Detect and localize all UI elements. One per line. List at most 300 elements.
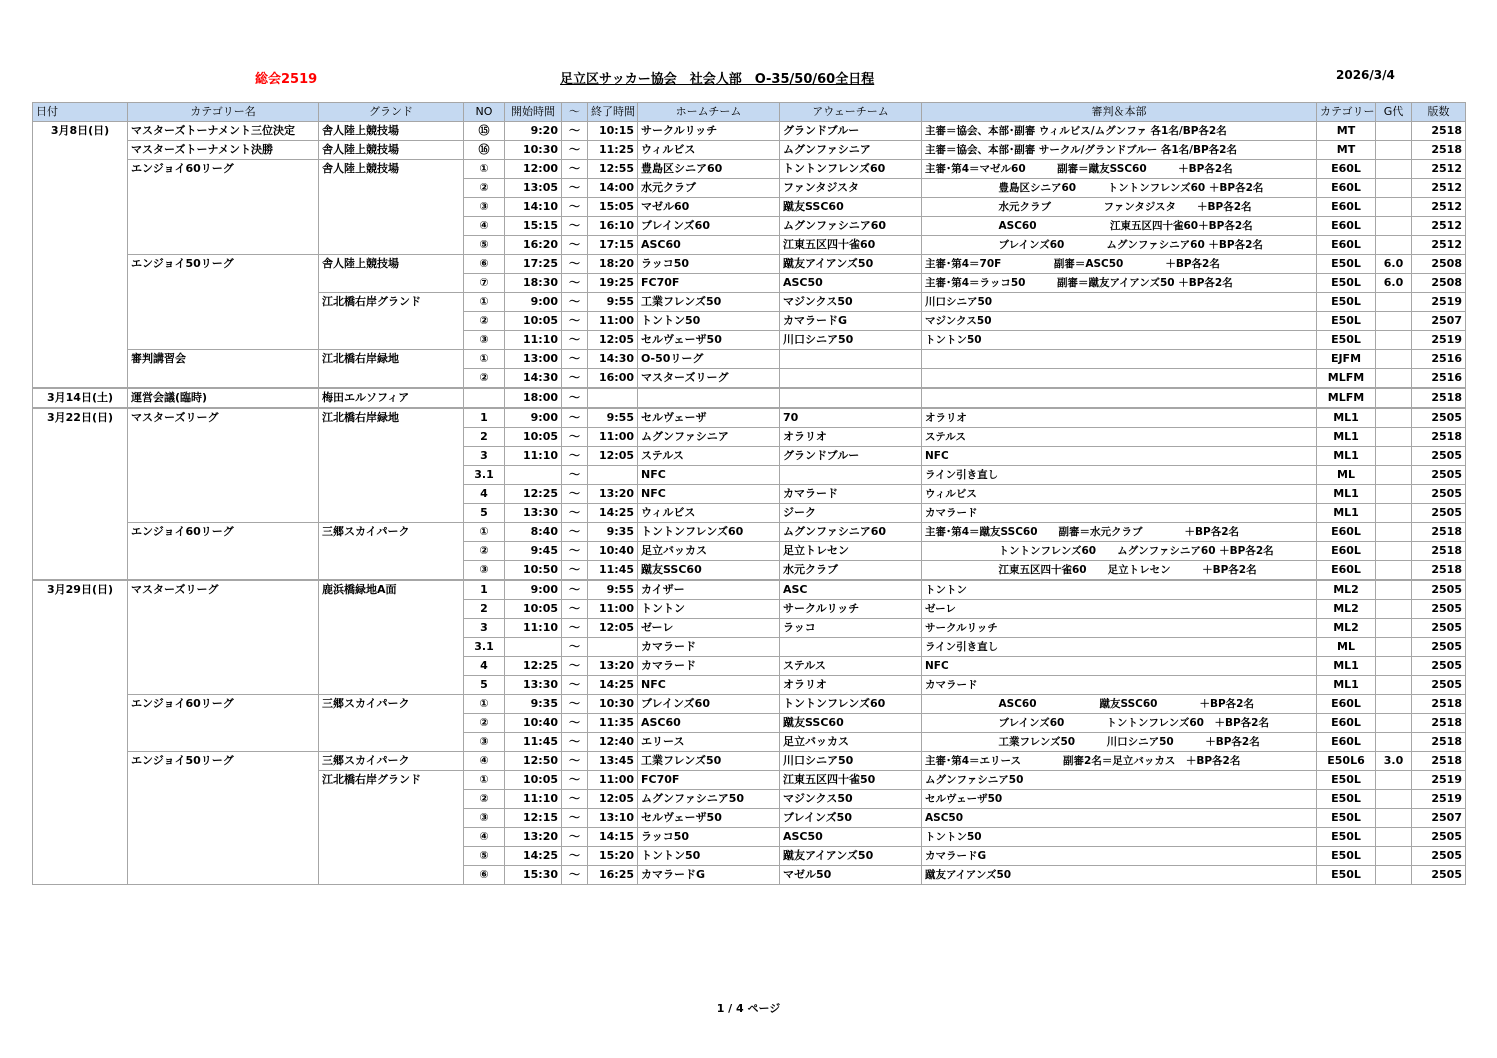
referee-assignment: 水元クラブ ファンタジスタ ＋BP各2名 — [922, 198, 1317, 217]
home-team: ラッコ50 — [638, 828, 780, 847]
referee-assignment: トントン50 — [922, 331, 1317, 350]
g-fee — [1376, 638, 1412, 657]
tilde-separator: ～ — [562, 828, 588, 847]
end-time: 12:05 — [588, 790, 638, 809]
table-row — [33, 408, 1466, 428]
category-code: ML1 — [1317, 657, 1376, 676]
category-code: E60L — [1317, 714, 1376, 733]
g-fee — [1376, 504, 1412, 523]
home-team: FC70F — [638, 771, 780, 790]
match-no: ⑯ — [464, 141, 505, 160]
end-time: 9:35 — [588, 523, 638, 542]
ground-cell: 三郷スカイパーク — [319, 752, 464, 771]
away-team: マゼル50 — [780, 866, 922, 885]
tilde-separator: ～ — [562, 695, 588, 714]
g-fee — [1376, 388, 1412, 408]
start-time: 10:05 — [505, 600, 562, 619]
match-no: ② — [464, 542, 505, 561]
end-time: 13:20 — [588, 485, 638, 504]
version-number: 2505 — [1412, 676, 1466, 695]
away-team: マジンクス50 — [780, 293, 922, 312]
category-code: EJFM — [1317, 350, 1376, 369]
tilde-separator: ～ — [562, 523, 588, 542]
g-fee — [1376, 657, 1412, 676]
g-fee — [1376, 828, 1412, 847]
home-team: トントン — [638, 600, 780, 619]
end-time: 17:15 — [588, 236, 638, 255]
match-no: ③ — [464, 561, 505, 581]
start-time: 11:10 — [505, 447, 562, 466]
version-number: 2505 — [1412, 408, 1466, 428]
home-team: ブレインズ60 — [638, 695, 780, 714]
tilde-separator: ～ — [562, 274, 588, 293]
match-no: ① — [464, 695, 505, 714]
home-team: ステルス — [638, 447, 780, 466]
away-team: グランドブルー — [780, 447, 922, 466]
start-time: 10:30 — [505, 141, 562, 160]
away-team: 川口シニア50 — [780, 331, 922, 350]
end-time: 10:40 — [588, 542, 638, 561]
g-fee — [1376, 523, 1412, 542]
category-code: ML — [1317, 638, 1376, 657]
version-number: 2518 — [1412, 388, 1466, 408]
away-team: 蹴友アイアンズ50 — [780, 255, 922, 274]
home-team: カマラード — [638, 657, 780, 676]
start-time: 10:05 — [505, 428, 562, 447]
home-team: ブレインズ60 — [638, 217, 780, 236]
end-time: 14:30 — [588, 350, 638, 369]
match-no: ① — [464, 160, 505, 179]
end-time: 12:05 — [588, 619, 638, 638]
referee-assignment: 主審＝協会、本部･副審 サークル/グランドブルー 各1名/BP各2名 — [922, 141, 1317, 160]
tilde-separator: ～ — [562, 485, 588, 504]
start-time: 10:05 — [505, 771, 562, 790]
version-number: 2518 — [1412, 752, 1466, 771]
away-team: マジンクス50 — [780, 790, 922, 809]
match-no: ② — [464, 790, 505, 809]
g-fee: 3.0 — [1376, 752, 1412, 771]
away-team: 蹴友SSC60 — [780, 714, 922, 733]
category-name-cell: エンジョイ60リーグ — [128, 695, 319, 752]
home-team: 豊島区シニア60 — [638, 160, 780, 179]
referee-assignment: 主審･第4＝マゼル60 副審＝蹴友SSC60 ＋BP各2名 — [922, 160, 1317, 179]
end-time: 19:25 — [588, 274, 638, 293]
g-fee — [1376, 561, 1412, 581]
start-time: 11:10 — [505, 331, 562, 350]
home-team: NFC — [638, 485, 780, 504]
match-no: ② — [464, 179, 505, 198]
start-time: 9:35 — [505, 695, 562, 714]
referee-assignment: カマラードG — [922, 847, 1317, 866]
g-fee: 6.0 — [1376, 255, 1412, 274]
category-code: E60L — [1317, 179, 1376, 198]
end-time — [588, 388, 638, 408]
away-team: オラリオ — [780, 428, 922, 447]
version-number: 2505 — [1412, 580, 1466, 600]
g-fee — [1376, 771, 1412, 790]
end-time: 14:15 — [588, 828, 638, 847]
tilde-separator: ～ — [562, 350, 588, 369]
g-fee — [1376, 141, 1412, 160]
category-code: ML2 — [1317, 619, 1376, 638]
version-number: 2505 — [1412, 447, 1466, 466]
g-fee — [1376, 847, 1412, 866]
referee-assignment — [922, 350, 1317, 369]
away-team: ASC50 — [780, 274, 922, 293]
version-number: 2519 — [1412, 293, 1466, 312]
end-time: 11:00 — [588, 600, 638, 619]
version-number: 2516 — [1412, 369, 1466, 389]
home-team: セルヴェーザ50 — [638, 331, 780, 350]
away-team: 蹴友SSC60 — [780, 198, 922, 217]
version-number: 2505 — [1412, 638, 1466, 657]
away-team: ファンタジスタ — [780, 179, 922, 198]
match-no: ③ — [464, 733, 505, 752]
g-fee — [1376, 580, 1412, 600]
version-number: 2512 — [1412, 217, 1466, 236]
match-no: 3 — [464, 447, 505, 466]
away-team — [780, 388, 922, 408]
start-time: 9:00 — [505, 580, 562, 600]
end-time: 18:20 — [588, 255, 638, 274]
home-team: ウィルビス — [638, 141, 780, 160]
end-time: 16:10 — [588, 217, 638, 236]
category-code: MT — [1317, 141, 1376, 160]
version-number: 2505 — [1412, 657, 1466, 676]
referee-assignment: サークルリッチ — [922, 619, 1317, 638]
home-team: ASC60 — [638, 714, 780, 733]
col-header-no: NO — [464, 103, 505, 122]
home-team: O-50リーグ — [638, 350, 780, 369]
ground-cell: 三郷スカイパーク — [319, 695, 464, 752]
referee-assignment: 工業フレンズ50 川口シニア50 ＋BP各2名 — [922, 733, 1317, 752]
end-time: 13:20 — [588, 657, 638, 676]
away-team: ステルス — [780, 657, 922, 676]
home-team: セルヴェーザ50 — [638, 809, 780, 828]
category-name-cell: マスターズトーナメント三位決定 — [128, 122, 319, 141]
start-time: 16:20 — [505, 236, 562, 255]
match-no: 5 — [464, 676, 505, 695]
version-number: 2518 — [1412, 428, 1466, 447]
version-number: 2505 — [1412, 866, 1466, 885]
category-code: E50L — [1317, 255, 1376, 274]
end-time: 15:20 — [588, 847, 638, 866]
version-number: 2505 — [1412, 847, 1466, 866]
ground-cell: 梅田エルソフィア — [319, 388, 464, 408]
tilde-separator: ～ — [562, 619, 588, 638]
end-time: 10:30 — [588, 695, 638, 714]
tilde-separator: ～ — [562, 122, 588, 141]
start-time: 9:45 — [505, 542, 562, 561]
home-team: ムグンファシニア — [638, 428, 780, 447]
home-team: 足立バッカス — [638, 542, 780, 561]
ground-cell: 江北橋右岸緑地 — [319, 350, 464, 389]
away-team: オラリオ — [780, 676, 922, 695]
referee-assignment: NFC — [922, 447, 1317, 466]
col-header-referee: 審判＆本部 — [922, 103, 1317, 122]
version-number: 2505 — [1412, 619, 1466, 638]
table-row — [33, 580, 1466, 600]
start-time: 10:40 — [505, 714, 562, 733]
match-no: ④ — [464, 217, 505, 236]
home-team: エリース — [638, 733, 780, 752]
version-number: 2507 — [1412, 312, 1466, 331]
referee-assignment: NFC — [922, 657, 1317, 676]
category-code: E60L — [1317, 733, 1376, 752]
version-number: 2519 — [1412, 331, 1466, 350]
g-fee — [1376, 809, 1412, 828]
end-time: 9:55 — [588, 408, 638, 428]
match-no: 2 — [464, 600, 505, 619]
home-team: FC70F — [638, 274, 780, 293]
away-team: 足立トレセン — [780, 542, 922, 561]
tilde-separator: ～ — [562, 561, 588, 581]
start-time — [505, 638, 562, 657]
home-team: 工業フレンズ50 — [638, 752, 780, 771]
table-row — [33, 122, 1466, 141]
away-team: サークルリッチ — [780, 600, 922, 619]
g-fee — [1376, 369, 1412, 389]
col-header-away: アウェーチーム — [780, 103, 922, 122]
start-time: 10:50 — [505, 561, 562, 581]
home-team: トントン50 — [638, 312, 780, 331]
end-time: 11:25 — [588, 141, 638, 160]
category-code: E50L — [1317, 828, 1376, 847]
referee-assignment: ステルス — [922, 428, 1317, 447]
date-cell: 3月8日(日) — [33, 122, 128, 389]
category-code: ML — [1317, 466, 1376, 485]
category-name-cell: エンジョイ50リーグ — [128, 752, 319, 885]
referee-assignment: セルヴェーザ50 — [922, 790, 1317, 809]
away-team: トントンフレンズ60 — [780, 160, 922, 179]
referee-assignment: 主審＝協会、本部･副審 ウィルビス/ムグンファ 各1名/BP各2名 — [922, 122, 1317, 141]
start-time: 14:25 — [505, 847, 562, 866]
end-time: 13:10 — [588, 809, 638, 828]
start-time: 9:20 — [505, 122, 562, 141]
end-time — [588, 638, 638, 657]
home-team: 蹴友SSC60 — [638, 561, 780, 581]
away-team: ムグンファシニア — [780, 141, 922, 160]
home-team: トントンフレンズ60 — [638, 523, 780, 542]
away-team — [780, 350, 922, 369]
start-time: 14:30 — [505, 369, 562, 389]
category-code: E60L — [1317, 217, 1376, 236]
match-no: ③ — [464, 809, 505, 828]
version-number: 2512 — [1412, 160, 1466, 179]
home-team: カマラードG — [638, 866, 780, 885]
category-code: E50L — [1317, 771, 1376, 790]
home-team: ASC60 — [638, 236, 780, 255]
g-fee — [1376, 350, 1412, 369]
version-number: 2519 — [1412, 771, 1466, 790]
end-time: 14:00 — [588, 179, 638, 198]
end-time: 11:45 — [588, 561, 638, 581]
tilde-separator: ～ — [562, 236, 588, 255]
start-time: 17:25 — [505, 255, 562, 274]
col-header-date: 日付 — [33, 103, 128, 122]
category-code: E50L — [1317, 274, 1376, 293]
page-title: 足立区サッカー協会 社会人部 O-35/50/60全日程 — [560, 72, 875, 87]
referee-assignment — [922, 369, 1317, 389]
col-header-home: ホームチーム — [638, 103, 780, 122]
home-team — [638, 388, 780, 408]
version-number: 2508 — [1412, 274, 1466, 293]
date-cell: 3月22日(日) — [33, 408, 128, 580]
category-code: ML1 — [1317, 676, 1376, 695]
tilde-separator: ～ — [562, 504, 588, 523]
version-number: 2518 — [1412, 141, 1466, 160]
start-time: 9:00 — [505, 293, 562, 312]
category-code: E60L — [1317, 198, 1376, 217]
category-code: ML2 — [1317, 600, 1376, 619]
match-no: ⑥ — [464, 866, 505, 885]
category-code: E60L — [1317, 236, 1376, 255]
ground-cell: 舎人陸上競技場 — [319, 255, 464, 293]
category-name-cell: エンジョイ60リーグ — [128, 523, 319, 581]
referee-assignment: カマラード — [922, 676, 1317, 695]
col-header-start: 開始時間 — [505, 103, 562, 122]
away-team: 江東五区四十雀60 — [780, 236, 922, 255]
tilde-separator: ～ — [562, 217, 588, 236]
ground-cell: 舎人陸上競技場 — [319, 122, 464, 141]
end-time: 9:55 — [588, 293, 638, 312]
g-fee — [1376, 619, 1412, 638]
away-team — [780, 638, 922, 657]
g-fee — [1376, 122, 1412, 141]
g-fee — [1376, 293, 1412, 312]
referee-assignment: 江東五区四十雀60 足立トレセン ＋BP各2名 — [922, 561, 1317, 581]
category-name-cell: 審判講習会 — [128, 350, 319, 389]
version-number: 2518 — [1412, 695, 1466, 714]
category-code: E50L — [1317, 312, 1376, 331]
category-name-cell: マスターズリーグ — [128, 580, 319, 695]
g-fee — [1376, 790, 1412, 809]
match-no: 2 — [464, 428, 505, 447]
start-time: 11:10 — [505, 619, 562, 638]
start-time: 14:10 — [505, 198, 562, 217]
referee-assignment: 豊島区シニア60 トントンフレンズ60 ＋BP各2名 — [922, 179, 1317, 198]
home-team: カイザー — [638, 580, 780, 600]
category-name-cell: エンジョイ60リーグ — [128, 160, 319, 255]
home-team: ラッコ50 — [638, 255, 780, 274]
date-cell: 3月14日(土) — [33, 388, 128, 408]
category-code: E60L — [1317, 561, 1376, 581]
tilde-separator: ～ — [562, 580, 588, 600]
tilde-separator: ～ — [562, 790, 588, 809]
end-time: 10:15 — [588, 122, 638, 141]
end-time: 9:55 — [588, 580, 638, 600]
g-fee — [1376, 542, 1412, 561]
tilde-separator: ～ — [562, 331, 588, 350]
tilde-separator: ～ — [562, 198, 588, 217]
table-row — [33, 752, 1466, 771]
tilde-separator: ～ — [562, 600, 588, 619]
end-time: 11:00 — [588, 428, 638, 447]
tilde-separator: ～ — [562, 542, 588, 561]
start-time: 12:25 — [505, 657, 562, 676]
home-team: ムグンファシニア50 — [638, 790, 780, 809]
version-number: 2512 — [1412, 236, 1466, 255]
category-code: E50L — [1317, 809, 1376, 828]
category-name-cell: 運営会議(臨時) — [128, 388, 319, 408]
g-fee — [1376, 160, 1412, 179]
away-team: トントンフレンズ60 — [780, 695, 922, 714]
table-row — [33, 160, 1466, 179]
version-number: 2518 — [1412, 733, 1466, 752]
version-number: 2518 — [1412, 542, 1466, 561]
version-number: 2512 — [1412, 198, 1466, 217]
home-team: マスターズリーグ — [638, 369, 780, 389]
g-fee — [1376, 428, 1412, 447]
category-code: E50L — [1317, 293, 1376, 312]
match-no: ⑮ — [464, 122, 505, 141]
category-code: ML1 — [1317, 447, 1376, 466]
table-row — [33, 141, 1466, 160]
category-code: ML1 — [1317, 504, 1376, 523]
referee-assignment: 主審･第4＝蹴友SSC60 副審＝水元クラブ ＋BP各2名 — [922, 523, 1317, 542]
col-header-end: 終了時間 — [588, 103, 638, 122]
start-time: 11:10 — [505, 790, 562, 809]
home-team: セルヴェーザ — [638, 408, 780, 428]
referee-assignment: トントン — [922, 580, 1317, 600]
away-team — [780, 466, 922, 485]
version-number: 2505 — [1412, 600, 1466, 619]
match-no: ⑤ — [464, 236, 505, 255]
tilde-separator: ～ — [562, 447, 588, 466]
tilde-separator: ～ — [562, 293, 588, 312]
start-time: 12:25 — [505, 485, 562, 504]
match-no: 3.1 — [464, 466, 505, 485]
home-team: 水元クラブ — [638, 179, 780, 198]
category-code: MT — [1317, 122, 1376, 141]
match-no: ⑥ — [464, 255, 505, 274]
match-no — [464, 388, 505, 408]
schedule-body — [33, 122, 1466, 885]
match-no: 5 — [464, 504, 505, 523]
category-code: ML1 — [1317, 408, 1376, 428]
version-number: 2505 — [1412, 828, 1466, 847]
category-code: E60L — [1317, 160, 1376, 179]
table-row — [33, 388, 1466, 408]
home-team: マゼル60 — [638, 198, 780, 217]
start-time: 15:30 — [505, 866, 562, 885]
referee-assignment: カマラード — [922, 504, 1317, 523]
start-time: 10:05 — [505, 312, 562, 331]
referee-assignment: ASC60 江東五区四十雀60＋BP各2名 — [922, 217, 1317, 236]
home-team: 工業フレンズ50 — [638, 293, 780, 312]
match-no: 3 — [464, 619, 505, 638]
ground-cell: 江北橋右岸グランド — [319, 293, 464, 350]
g-fee — [1376, 866, 1412, 885]
ground-cell: 三郷スカイパーク — [319, 523, 464, 581]
category-code: E50L6 — [1317, 752, 1376, 771]
tilde-separator: ～ — [562, 428, 588, 447]
start-time: 13:30 — [505, 676, 562, 695]
tilde-separator: ～ — [562, 866, 588, 885]
g-fee — [1376, 733, 1412, 752]
g-fee — [1376, 179, 1412, 198]
col-header-tilde: ～ — [562, 103, 588, 122]
version-number: 2518 — [1412, 714, 1466, 733]
tilde-separator: ～ — [562, 752, 588, 771]
referee-assignment: 主審･第4＝70F 副審＝ASC50 ＋BP各2名 — [922, 255, 1317, 274]
away-team: 蹴友アイアンズ50 — [780, 847, 922, 866]
version-number: 2516 — [1412, 350, 1466, 369]
g-fee — [1376, 312, 1412, 331]
away-team: カマラード — [780, 485, 922, 504]
match-no: 4 — [464, 657, 505, 676]
end-time: 11:00 — [588, 771, 638, 790]
